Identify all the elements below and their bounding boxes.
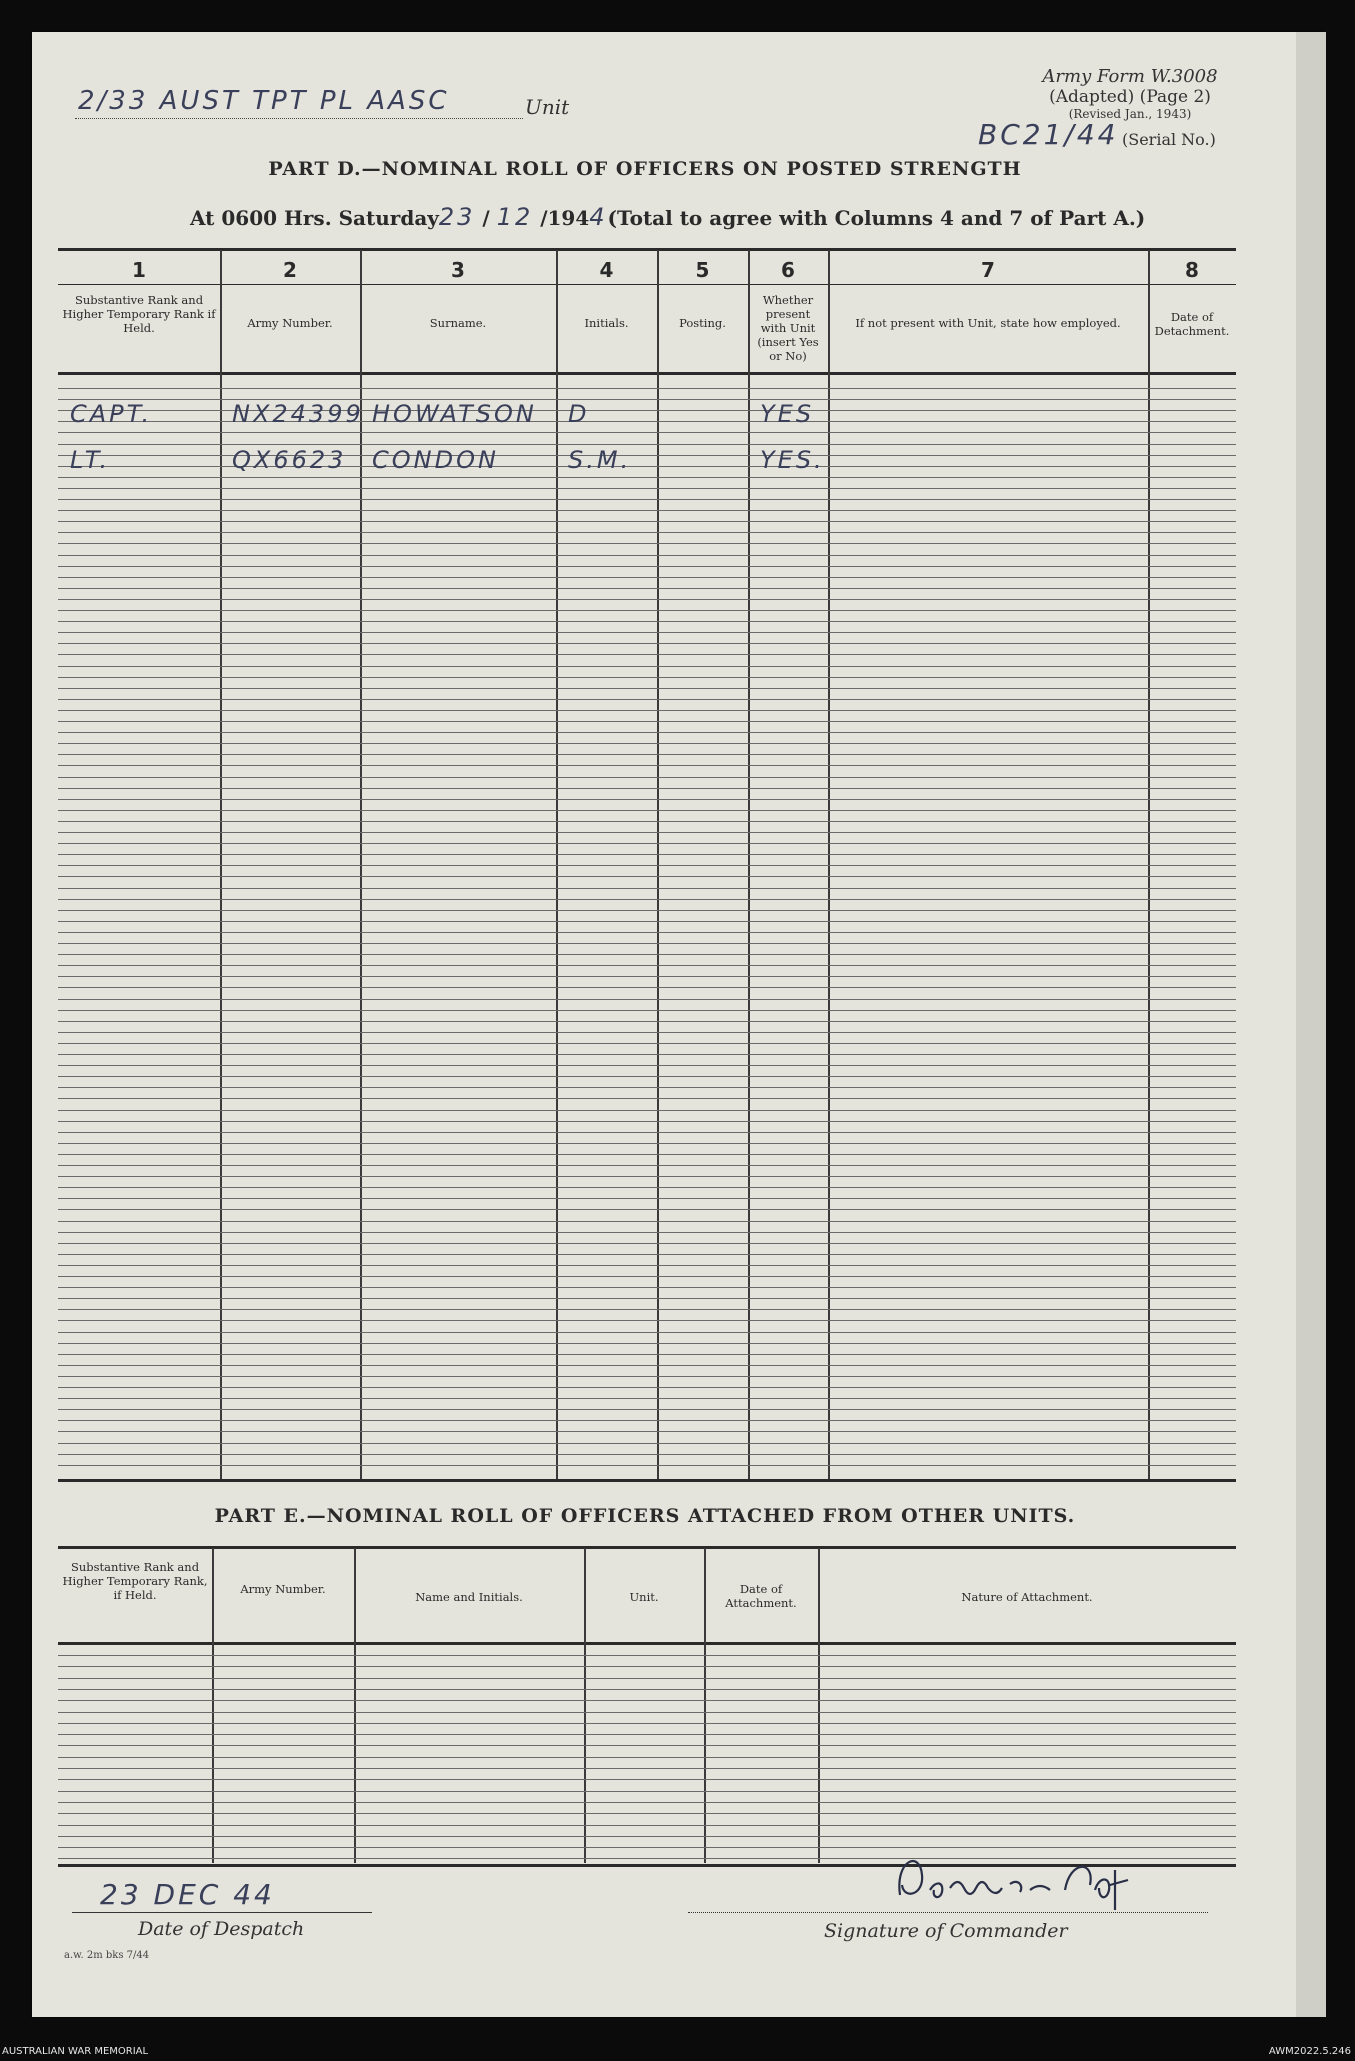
date-prefix: At 0600 Hrs. Saturday (190, 206, 439, 230)
part-d-row-rule (58, 488, 1236, 489)
column-header: Posting. (679, 316, 726, 330)
part-e-row-rule (58, 1791, 1236, 1792)
date-line: At 0600 Hrs. Saturday23 / 12 /1944(Total to agree with Columns 4 and 7 of Part A.) (190, 203, 1146, 231)
part-d-row-rule (58, 1454, 1236, 1455)
part-d-row-rule (58, 477, 1236, 478)
part-e-column-header: Substantive Rank and Higher Temporary Rank, if Held. (62, 1560, 208, 1602)
part-e-row-rule (58, 1745, 1236, 1746)
part-d-row-rule (58, 1043, 1236, 1044)
signature-label: Signature of Commander (824, 1920, 1068, 1942)
part-d-row-rule (58, 732, 1236, 733)
cell-rank: CAPT. (70, 400, 153, 428)
part-d-row-rule (58, 610, 1236, 611)
column-number: 5 (695, 258, 710, 282)
part-e-column-divider (354, 1548, 356, 1863)
part-d-row-rule (58, 1265, 1236, 1266)
part-d-row-rule (58, 1232, 1236, 1233)
part-e-row-rule (58, 1734, 1236, 1735)
part-d-row-rule (58, 621, 1236, 622)
part-d-row-rule (58, 810, 1236, 811)
part-d-row-rule (58, 987, 1236, 988)
part-e-column-header: Name and Initials. (415, 1590, 523, 1604)
part-e-column-divider (212, 1548, 214, 1863)
serial-value: BC21/44 (978, 118, 1119, 151)
part-d-row-rule (58, 888, 1236, 889)
part-d-row-rule (58, 699, 1236, 700)
part-d-row-rule (58, 777, 1236, 778)
part-e-row-rule (58, 1655, 1236, 1656)
part-d-header-rule (58, 372, 1236, 375)
part-d-row-rule (58, 588, 1236, 589)
part-e-column-divider (584, 1548, 586, 1863)
part-d-row-rule (58, 444, 1236, 445)
part-d-row-rule (58, 1098, 1236, 1099)
part-d-row-rule (58, 1287, 1236, 1288)
part-d-row-rule (58, 843, 1236, 844)
column-number: 3 (451, 258, 465, 282)
part-d-row-rule (58, 932, 1236, 933)
part-d-row-rule (58, 1309, 1236, 1310)
part-d-row-rule (58, 743, 1236, 744)
part-d-row-rule (58, 1431, 1236, 1432)
column-number: 6 (781, 258, 795, 282)
part-e-column-divider (704, 1548, 706, 1863)
form-revision: (Revised Jan., 1943) (1068, 107, 1192, 121)
date-suffix: (Total to agree with Columns 4 and 7 of Part A.) (607, 206, 1146, 230)
part-d-row-rule (58, 865, 1236, 866)
date-month: 12 (496, 203, 534, 231)
part-d-row-rule (58, 543, 1236, 544)
part-d-row-rule (58, 1187, 1236, 1188)
part-d-row-rule (58, 1365, 1236, 1366)
part-e-row-rule (58, 1779, 1236, 1780)
part-d-row-rule (58, 832, 1236, 833)
form-identifier (1010, 66, 1250, 121)
part-d-row-rule (58, 1387, 1236, 1388)
part-d-row-rule (58, 688, 1236, 689)
part-d-row-rule (58, 510, 1236, 511)
part-e-row-rule (58, 1689, 1236, 1690)
column-header: Date of Detachment. (1154, 310, 1230, 338)
part-d-row-rule (58, 1409, 1236, 1410)
part-d-row-rule (58, 1054, 1236, 1055)
part-d-row-rule (58, 521, 1236, 522)
commander-signature (890, 1840, 1150, 1915)
column-number: 7 (981, 258, 995, 282)
part-d-row-rule (58, 566, 1236, 567)
cell-present: YES. (760, 446, 825, 474)
unit-value: 2/33 AUST TPT PL AASC (78, 86, 450, 116)
part-d-row-rule (58, 1032, 1236, 1033)
part-d-row-rule (58, 677, 1236, 678)
part-d-row-rule (58, 1143, 1236, 1144)
part-d-row-rule (58, 1332, 1236, 1333)
cell-surname: HOWATSON (372, 400, 537, 428)
column-header: Surname. (429, 316, 487, 330)
part-d-bottom-rule (58, 1479, 1236, 1482)
part-d-row-rule (58, 1243, 1236, 1244)
part-e-title: PART E.—NOMINAL ROLL OF OFFICERS ATTACHED FROM OTHER UNITS. (214, 1505, 1076, 1527)
part-d-row-rule (58, 388, 1236, 389)
part-e-column-header: Nature of Attachment. (961, 1590, 1093, 1604)
cell-initials: D (568, 400, 590, 428)
part-e-top-rule (58, 1546, 1236, 1549)
form-page-note: (Adapted) (Page 2) (1049, 87, 1211, 107)
part-e-row-rule (58, 1836, 1236, 1837)
part-d-row-rule (58, 1376, 1236, 1377)
cell-present: YES (760, 400, 815, 428)
part-d-row-rule (58, 721, 1236, 722)
column-number: 8 (1185, 258, 1199, 282)
part-d-row-rule (58, 1254, 1236, 1255)
part-d-row-rule (58, 1443, 1236, 1444)
part-d-row-rule (58, 943, 1236, 944)
part-d-row-rule (58, 643, 1236, 644)
part-d-row-rule (58, 1010, 1236, 1011)
form-number: Army Form W.3008 (1042, 66, 1218, 87)
signature-line (688, 1912, 1208, 1913)
serial-label: (Serial No.) (1122, 130, 1216, 149)
despatch-label: Date of Despatch (138, 1918, 305, 1940)
part-e-row-rule (58, 1666, 1236, 1667)
part-e-row-rule (58, 1825, 1236, 1826)
date-day: 23 (438, 203, 476, 231)
column-header: Initials. (584, 316, 629, 330)
part-d-row-rule (58, 1343, 1236, 1344)
part-d-row-rule (58, 577, 1236, 578)
part-d-row-rule (58, 1165, 1236, 1166)
part-e-row-rule (58, 1757, 1236, 1758)
part-d-row-rule (58, 654, 1236, 655)
part-d-row-rule (58, 632, 1236, 633)
date-year-hand: 4 (589, 203, 608, 231)
part-d-row-rule (58, 1154, 1236, 1155)
column-header: Substantive Rank and Higher Temporary Rank if Held. (62, 293, 216, 335)
part-d-row-rule (58, 1021, 1236, 1022)
column-number: 4 (599, 258, 614, 282)
part-d-row-rule (58, 999, 1236, 1000)
part-e-column-header: Date of Attachment. (725, 1582, 797, 1610)
part-d-row-rule (58, 1121, 1236, 1122)
part-d-row-rule (58, 1320, 1236, 1321)
part-d-row-rule (58, 1398, 1236, 1399)
part-d-row-rule (58, 1087, 1236, 1088)
part-d-number-rule (58, 284, 1236, 285)
part-d-title: PART D.—NOMINAL ROLL OF OFFICERS ON POSTED STRENGTH (268, 158, 1022, 180)
print-code: a.w. 2m bks 7/44 (64, 1950, 150, 1961)
part-e-row-rule (58, 1700, 1236, 1701)
part-d-row-rule (58, 1110, 1236, 1111)
despatch-date-value: 23 DEC 44 (100, 1878, 275, 1911)
cell-rank: LT. (70, 446, 111, 474)
credit-left: AUSTRALIAN WAR MEMORIAL (2, 2046, 149, 2057)
part-d-row-rule (58, 1276, 1236, 1277)
part-d-row-rule (58, 754, 1236, 755)
page-edge (1296, 32, 1326, 2017)
part-d-row-rule (58, 910, 1236, 911)
part-e-header-rule (58, 1642, 1236, 1645)
column-header: Whether present with Unit (insert Yes or No) (757, 293, 819, 363)
part-d-row-rule (58, 1298, 1236, 1299)
part-d-row-rule (58, 532, 1236, 533)
despatch-line (72, 1912, 372, 1913)
part-d-row-rule (58, 799, 1236, 800)
column-header: If not present with Unit, state how employed. (855, 316, 1121, 330)
part-d-row-rule (58, 432, 1236, 433)
part-d-row-rule (58, 599, 1236, 600)
credit-right: AWM2022.5.246 (1268, 2046, 1351, 2057)
part-e-row-rule (58, 1678, 1236, 1679)
part-d-row-rule (58, 1132, 1236, 1133)
part-d-row-rule (58, 710, 1236, 711)
part-d-row-rule (58, 788, 1236, 789)
cell-number: QX6623 (232, 446, 347, 474)
unit-label: Unit (525, 95, 570, 119)
part-e-row-rule (58, 1768, 1236, 1769)
part-e-column-header: Unit. (629, 1590, 659, 1604)
part-d-row-rule (58, 1176, 1236, 1177)
part-d-row-rule (58, 1465, 1236, 1466)
part-e-column-divider (818, 1548, 820, 1863)
date-year-print: 194 (547, 206, 590, 230)
part-d-row-rule (58, 499, 1236, 500)
part-d-row-rule (58, 876, 1236, 877)
column-number: 2 (283, 258, 297, 282)
part-e-column-header: Army Number. (240, 1582, 326, 1596)
part-d-row-rule (58, 1209, 1236, 1210)
part-d-row-rule (58, 1221, 1236, 1222)
part-e-row-rule (58, 1813, 1236, 1814)
part-d-row-rule (58, 765, 1236, 766)
part-d-row-rule (58, 965, 1236, 966)
part-d-row-rule (58, 921, 1236, 922)
part-d-row-rule (58, 555, 1236, 556)
part-d-row-rule (58, 1198, 1236, 1199)
column-number: 1 (132, 258, 146, 282)
part-d-row-rule (58, 1354, 1236, 1355)
part-e-row-rule (58, 1723, 1236, 1724)
part-d-row-rule (58, 976, 1236, 977)
cell-surname: CONDON (372, 446, 499, 474)
column-header: Army Number. (247, 316, 333, 330)
part-d-row-rule (58, 821, 1236, 822)
cell-number: NX24399 (232, 400, 364, 428)
part-d-row-rule (58, 1065, 1236, 1066)
part-d-top-rule (58, 248, 1236, 251)
cell-initials: S.M. (568, 446, 632, 474)
part-d-row-rule (58, 854, 1236, 855)
part-d-row-rule (58, 1420, 1236, 1421)
part-d-row-rule (58, 899, 1236, 900)
part-d-row-rule (58, 954, 1236, 955)
part-d-row-rule (58, 1076, 1236, 1077)
part-d-row-rule (58, 666, 1236, 667)
part-e-row-rule (58, 1712, 1236, 1713)
part-e-row-rule (58, 1802, 1236, 1803)
